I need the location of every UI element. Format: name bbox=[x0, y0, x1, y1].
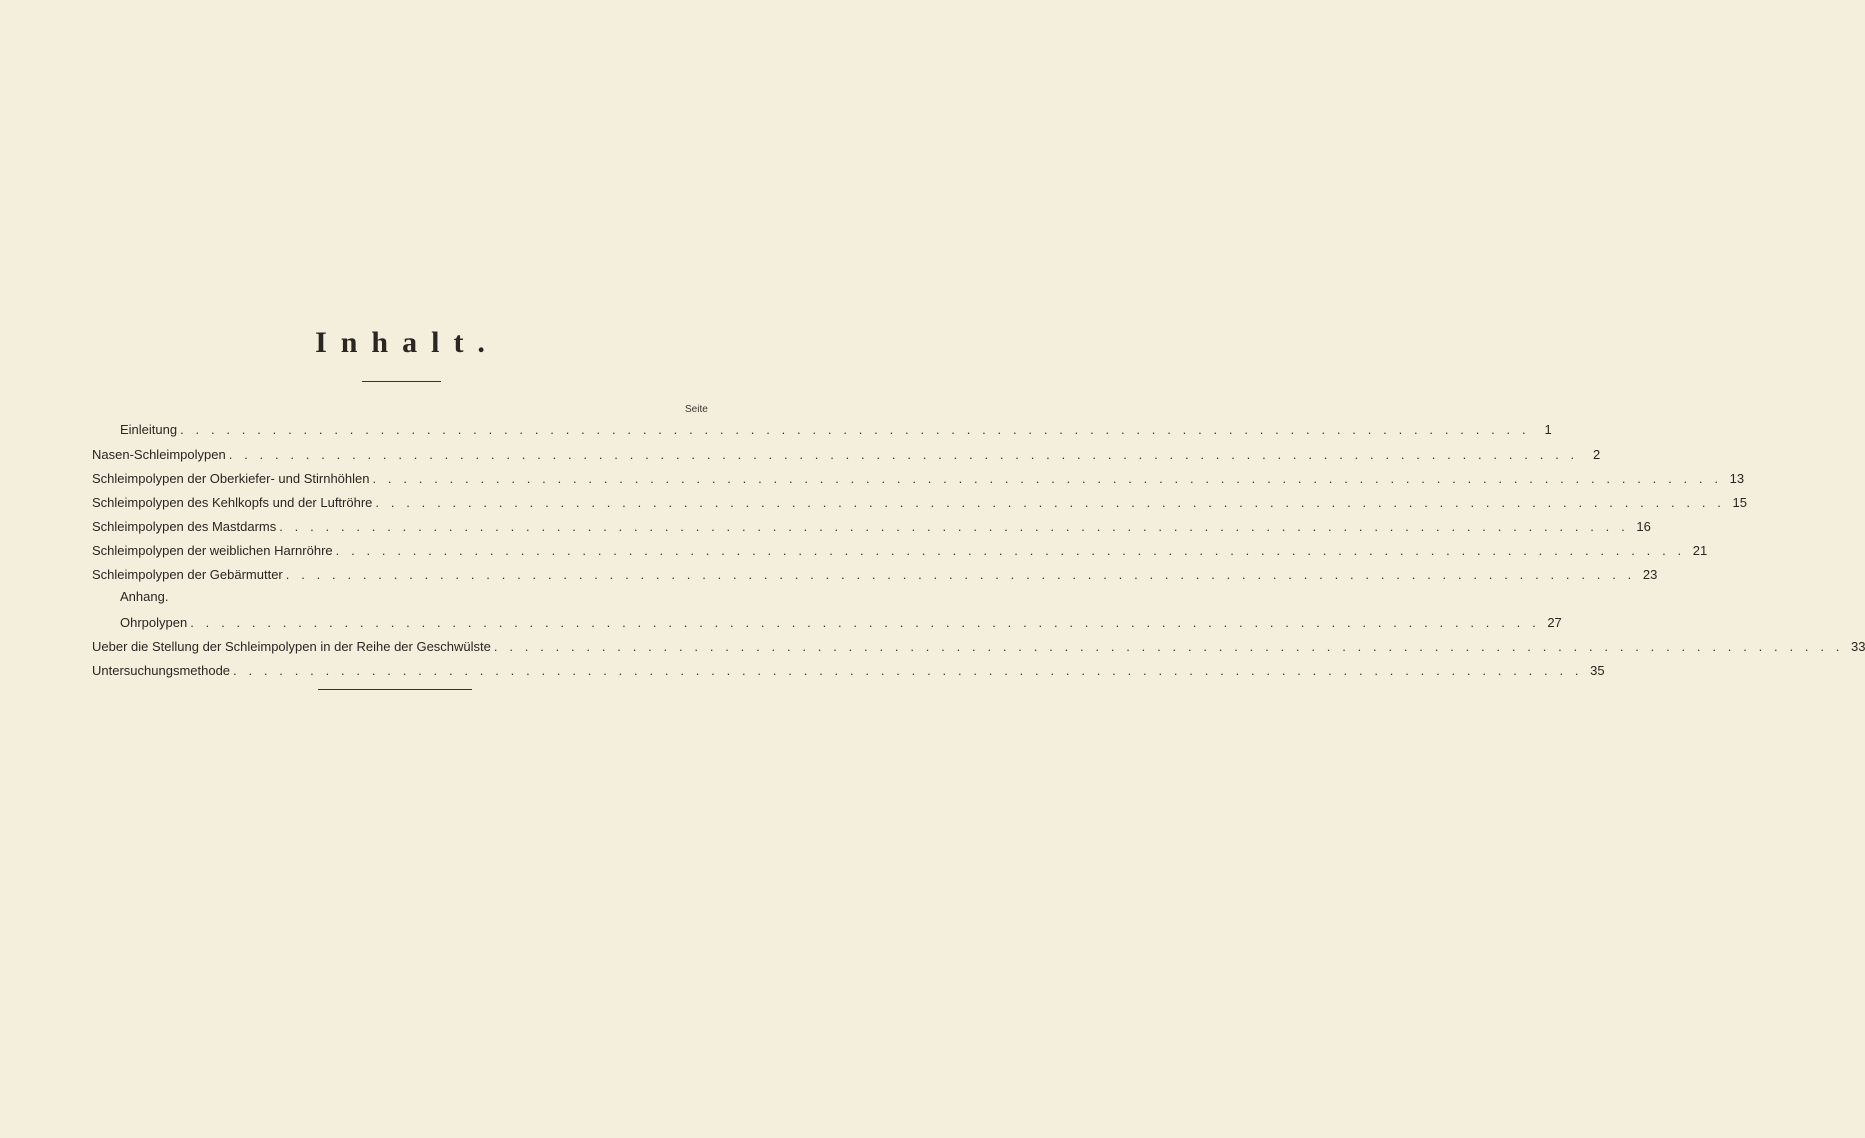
toc-entry[interactable] bbox=[92, 660, 1605, 682]
toc-entry-page: 21 bbox=[1692, 543, 1708, 558]
leader-dots: . . . . . . . . . . . . . . . . . . . . . . . . . . . . . . . . . . . . . . . . . . . . . . . . . . . . . . . . . . . . . . . . . . . . . . . . . . . . . . . . . . . . . . . . bbox=[190, 615, 1540, 630]
toc-entry[interactable] bbox=[92, 468, 1745, 490]
toc-entry-label: Nasen-Schleimpolypen bbox=[92, 447, 226, 462]
closing-rule bbox=[318, 689, 472, 690]
appendix-heading: Anhang. bbox=[120, 589, 169, 604]
toc-entry-page: 2 bbox=[1593, 447, 1601, 462]
leader-dots: . . . . . . . . . . . . . . . . . . . . . . . . . . . . . . . . . . . . . . . . . . . . . . . . . . . . . . . . . . . . . . . . . . . . . . . . . . . . . . . . . . . . . . . . bbox=[279, 519, 1629, 534]
toc-entry-page: 1 bbox=[1544, 422, 1552, 437]
toc-entry[interactable] bbox=[92, 636, 1865, 658]
leader-dots: . . . . . . . . . . . . . . . . . . . . . . . . . . . . . . . . . . . . . . . . . . . . . . . . . . . . . . . . . . . . . . . . . . . . . . . . . . . . . . . . . . . . . . . . bbox=[285, 567, 1636, 582]
toc-entry[interactable] bbox=[92, 516, 1651, 538]
toc-entry-label: Schleimpolypen der Oberkiefer- und Stirnhöhlen bbox=[92, 471, 370, 486]
leader-dots: . . . . . . . . . . . . . . . . . . . . . . . . . . . . . . . . . . . . . . . . . . . . . . . . . . . . . . . . . . . . . . . . . . . . . . . . . . . . . . . . . . . . . . . . bbox=[180, 422, 1530, 437]
leader-dots: . . . . . . . . . . . . . . . . . . . . . . . . . . . . . . . . . . . . . . . . . . . . . . . . . . . . . . . . . . . . . . . . . . . . . . . . . . . . . . . . . . . . . . . . bbox=[228, 447, 1579, 462]
toc-entry-label: Schleimpolypen der Gebärmutter bbox=[92, 567, 283, 582]
toc-entry[interactable] bbox=[92, 444, 1601, 466]
toc-entry-page: 16 bbox=[1636, 519, 1651, 534]
toc-entry-page: 13 bbox=[1729, 471, 1745, 486]
leader-dots: . . . . . . . . . . . . . . . . . . . . . . . . . . . . . . . . . . . . . . . . . . . . . . . . . . . . . . . . . . . . . . . . . . . . . . . . . . . . . . . . . . . . . . . . bbox=[372, 471, 1723, 486]
toc-entry-page: 33 bbox=[1851, 639, 1865, 654]
toc-entry-label: Schleimpolypen der weiblichen Harnröhre bbox=[92, 543, 333, 558]
toc-entry-label: Ohrpolypen bbox=[120, 615, 188, 630]
toc-entry-label: Einleitung bbox=[120, 422, 178, 437]
toc-entry[interactable] bbox=[92, 492, 1747, 514]
toc-entry-label: Schleimpolypen des Kehlkopfs und der Luftröhre bbox=[92, 495, 373, 510]
toc-entry-label: Ueber die Stellung der Schleimpolypen in der Reihe der Geschwülste bbox=[92, 639, 491, 654]
title-rule bbox=[362, 381, 441, 382]
page-column-header: Seite bbox=[685, 404, 708, 415]
leader-dots: . . . . . . . . . . . . . . . . . . . . . . . . . . . . . . . . . . . . . . . . . . . . . . . . . . . . . . . . . . . . . . . . . . . . . . . . . . . . . . . . . . . . . . . . bbox=[493, 639, 1844, 654]
toc-entry[interactable] bbox=[92, 419, 1552, 441]
leader-dots: . . . . . . . . . . . . . . . . . . . . . . . . . . . . . . . . . . . . . . . . . . . . . . . . . . . . . . . . . . . . . . . . . . . . . . . . . . . . . . . . . . . . . . . . bbox=[375, 495, 1725, 510]
toc-entry-page: 15 bbox=[1732, 495, 1747, 510]
toc-entry[interactable] bbox=[92, 612, 1562, 634]
page-title: Inhalt. bbox=[315, 326, 499, 359]
toc-entry[interactable] bbox=[92, 564, 1658, 586]
toc-entry-label: Schleimpolypen des Mastdarms bbox=[92, 519, 277, 534]
leader-dots: . . . . . . . . . . . . . . . . . . . . . . . . . . . . . . . . . . . . . . . . . . . . . . . . . . . . . . . . . . . . . . . . . . . . . . . . . . . . . . . . . . . . . . . . bbox=[335, 543, 1686, 558]
toc-entry-page: 27 bbox=[1547, 615, 1562, 630]
toc-entry-label: Untersuchungsmethode bbox=[92, 663, 231, 678]
leader-dots: . . . . . . . . . . . . . . . . . . . . . . . . . . . . . . . . . . . . . . . . . . . . . . . . . . . . . . . . . . . . . . . . . . . . . . . . . . . . . . . . . . . . . . . . bbox=[233, 663, 1583, 678]
toc-entry-page: 35 bbox=[1590, 663, 1605, 678]
toc-entry-page: 23 bbox=[1642, 567, 1658, 582]
toc-entry[interactable] bbox=[92, 540, 1708, 562]
